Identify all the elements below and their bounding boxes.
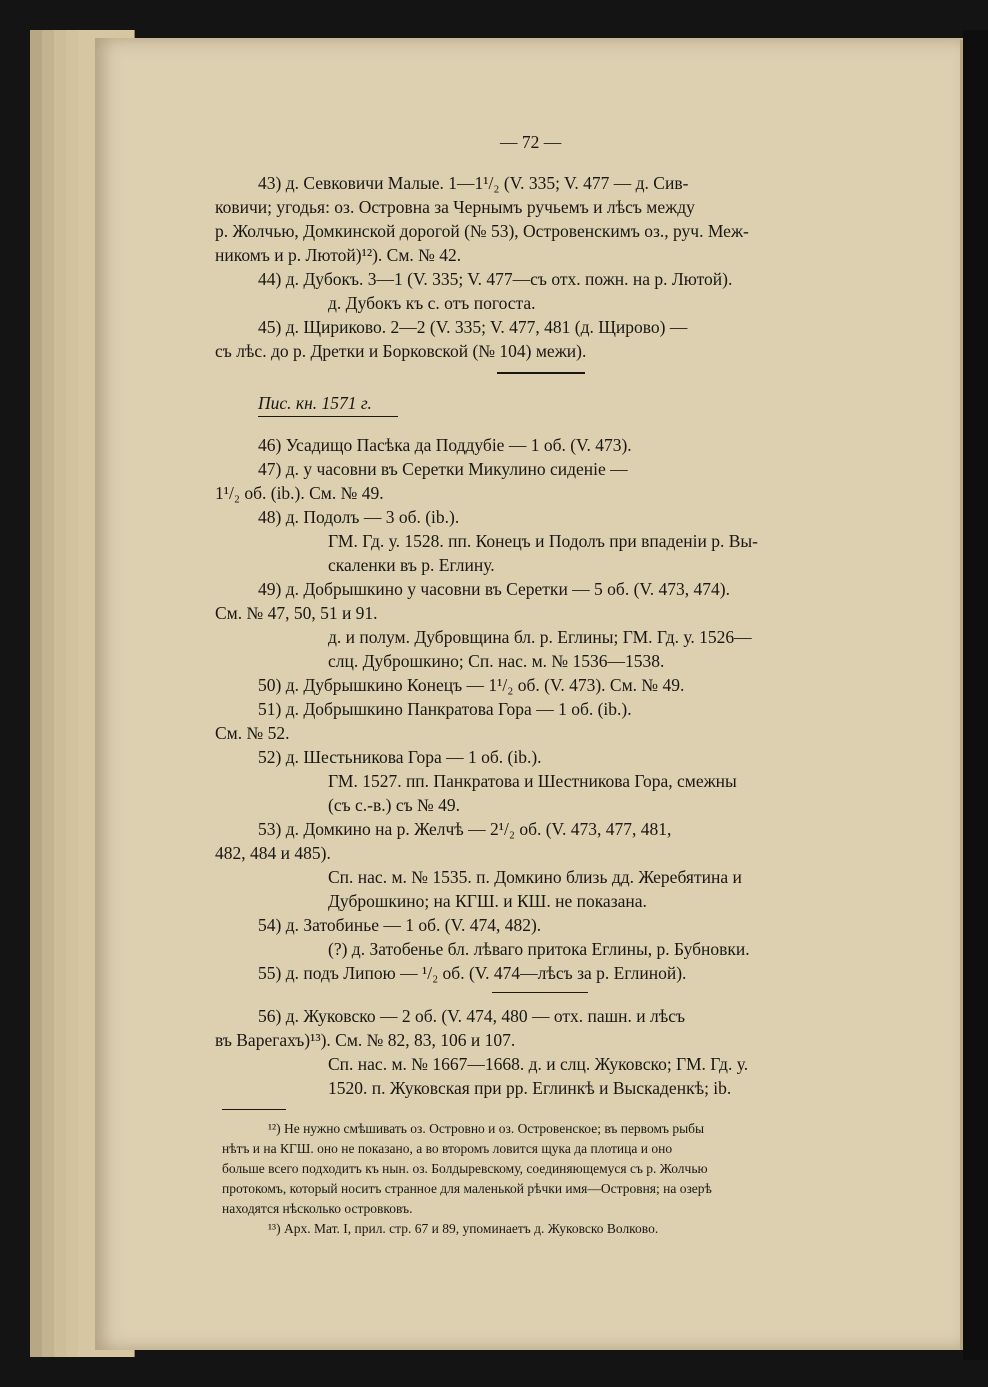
entry-line: д. Дубокъ къ с. отъ погоста. <box>328 293 536 313</box>
entry-line: (съ с.-в.) съ № 49. <box>328 795 460 815</box>
entry-line: 1¹/₂ об. (ib.). См. № 49. <box>215 483 384 503</box>
entry-line: 48) д. Подолъ — 3 об. (ib.). <box>258 507 460 527</box>
entry-line: никомъ и р. Лютой)¹²). См. № 42. <box>215 245 462 265</box>
entry-line: ковичи; угодья: оз. Островна за Чернымъ ручьемъ и лѣсъ между <box>215 197 695 217</box>
footnote-divider <box>222 1109 286 1110</box>
entry-line: 482, 484 и 485). <box>215 843 331 863</box>
entry-line: 50) д. Дубрышкино Конецъ — 1¹/₂ об. (V. 473). См. № 49. <box>258 675 685 695</box>
entry-line: слц. Дуброшкино; Сп. нас. м. № 1536—1538. <box>328 651 665 671</box>
entry-line: д. и полум. Дубровщина бл. р. Еглины; ГМ. Гд. у. 1526— <box>328 627 752 647</box>
entry-line: въ Варегахъ)¹³). См. № 82, 83, 106 и 107. <box>215 1030 516 1050</box>
entry-line: 44) д. Дубокъ. 3—1 (V. 335; V. 477—съ отх. пожн. на р. Лютой). <box>258 269 733 289</box>
entry-line: Сп. нас. м. № 1535. п. Домкино близь дд. Жеребятина и <box>328 867 742 887</box>
entry-line: 1520. п. Жуковская при рр. Еглинкѣ и Выскаденкѣ; ib. <box>328 1078 732 1098</box>
entry-line: Сп. нас. м. № 1667—1668. д. и слц. Жуковско; ГМ. Гд. у. <box>328 1054 749 1074</box>
entry-line: р. Жолчью, Домкинской дорогой (№ 53), Островенскимъ оз., руч. Меж- <box>215 221 749 241</box>
entry-line: 52) д. Шестьникова Гора — 1 об. (ib.). <box>258 747 542 767</box>
footnote-line: ¹²) Не нужно смѣшивать оз. Островно и оз. Островенское; въ первомъ рыбы <box>268 1121 705 1136</box>
entry-line: 51) д. Добрышкино Панкратова Гора — 1 об. (ib.). <box>258 699 632 719</box>
entry-line: скаленки въ р. Еглину. <box>328 555 495 575</box>
entry-line: 53) д. Домкино на р. Желчѣ — 2¹/₂ об. (V. 473, 477, 481, <box>258 819 672 839</box>
entry-line: См. № 52. <box>215 723 290 743</box>
entry-line: 55) д. подъ Липою — ¹/₂ об. (V. 474—лѣсъ за р. Еглиной). <box>258 963 687 983</box>
entry-line: ГМ. 1527. пп. Панкратова и Шестникова Гора, смежны <box>328 771 737 791</box>
footnote-line: находятся нѣсколько островковъ. <box>222 1201 413 1216</box>
entry-line: съ лѣс. до р. Дретки и Борковской (№ 104) межи). <box>215 341 587 361</box>
entry-line: 46) Усадищо Пасѣка да Поддубіе — 1 об. (V. 473). <box>258 435 632 455</box>
footnote-line: больше всего подходитъ къ нын. оз. Болдыревскому, соединяющемуся съ р. Жолчью <box>222 1161 708 1176</box>
entry-line: 54) д. Затобинье — 1 об. (V. 474, 482). <box>258 915 542 935</box>
entry-line: 56) д. Жуковско — 2 об. (V. 474, 480 — отх. пашн. и лѣсъ <box>258 1006 686 1026</box>
heading-underline <box>258 416 398 417</box>
scan-border <box>963 30 988 1360</box>
entry-line: 47) д. у часовни въ Серетки Микулино сиденіе — <box>258 459 628 479</box>
footnote-line: нѣтъ и на КГШ. оно не показано, а во второмъ ловится щука да плотица и оно <box>222 1141 673 1156</box>
section-divider <box>497 372 585 374</box>
footnote-line: протокомъ, который носитъ странное для маленькой рѣчки имя—Островня; на озерѣ <box>222 1181 712 1196</box>
footnote-line: ¹³) Арх. Мат. I, прил. стр. 67 и 89, упоминаетъ д. Жуковско Волково. <box>268 1221 659 1236</box>
entry-line: (?) д. Затобенье бл. лѣваго притока Еглины, р. Бубновки. <box>328 939 750 959</box>
section-heading: Пис. кн. 1571 г. <box>258 393 372 413</box>
entry-line: 49) д. Добрышкино у часовни въ Серетки — 5 об. (V. 473, 474). <box>258 579 730 599</box>
section-divider <box>492 992 588 993</box>
page-number: — 72 — <box>500 132 562 152</box>
entry-line: См. № 47, 50, 51 и 91. <box>215 603 378 623</box>
entry-line: ГМ. Гд. у. 1528. пп. Конецъ и Подолъ при впаденіи р. Вы- <box>328 531 758 551</box>
entry-line: 45) д. Щириково. 2—2 (V. 335; V. 477, 481 (д. Щирово) — <box>258 317 688 337</box>
entry-line: Дуброшкино; на КГШ. и КШ. не показана. <box>328 891 647 911</box>
entry-line: 43) д. Севковичи Малые. 1—1¹/₂ (V. 335; V. 477 — д. Сив- <box>258 173 689 193</box>
